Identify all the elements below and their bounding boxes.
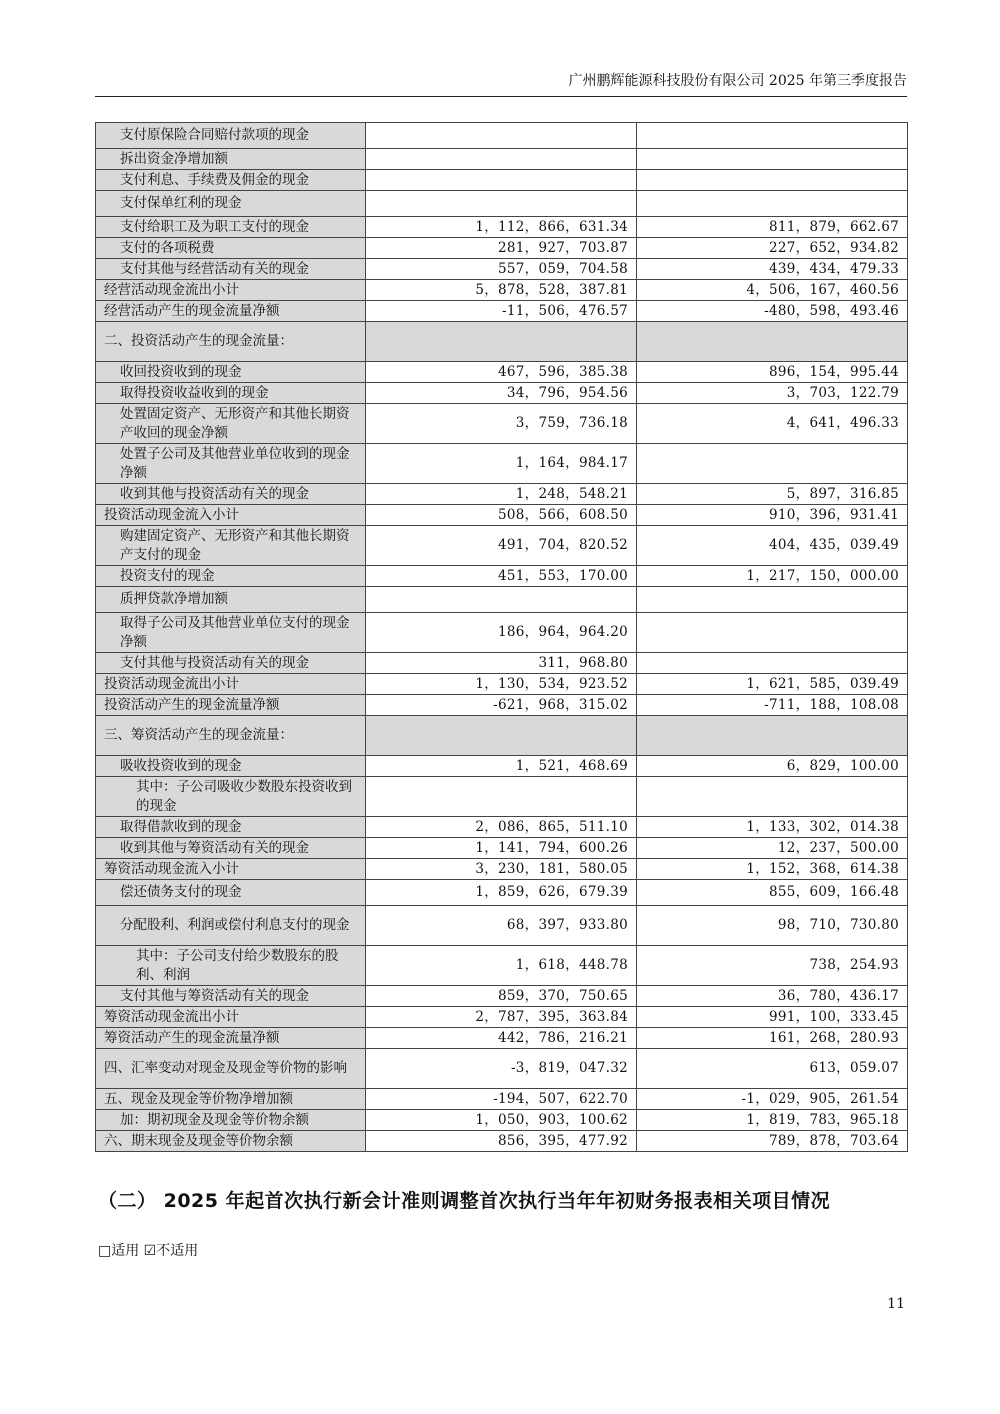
current-period-value: 2，787，395，363.84: [366, 1007, 637, 1028]
table-row: [96, 674, 908, 695]
prior-period-value: [637, 149, 908, 170]
table-row: [96, 566, 908, 587]
current-period-value: 1，141，794，600.26: [366, 838, 637, 859]
row-label: 支付的各项税费: [96, 238, 366, 259]
report-header: [95, 72, 907, 97]
table-row: [96, 756, 908, 777]
table-row: [96, 1131, 908, 1152]
current-period-value: [366, 123, 637, 149]
row-label: 收回投资收到的现金: [96, 362, 366, 383]
prior-period-value: [637, 444, 908, 484]
prior-period-value: [637, 587, 908, 613]
current-period-value: 491，704，820.52: [366, 526, 637, 566]
table-row: [96, 587, 908, 613]
prior-period-value: 1，819，783，965.18: [637, 1110, 908, 1131]
prior-period-value: 1，152，368，614.38: [637, 859, 908, 880]
row-label: 处置固定资产、无形资产和其他长期资产收回的现金净额: [96, 404, 366, 444]
current-period-value: [366, 716, 637, 756]
table-row: [96, 777, 908, 817]
row-label: 支付利息、手续费及佣金的现金: [96, 170, 366, 191]
row-label: 其中：子公司吸收少数股东投资收到的现金: [96, 777, 366, 817]
current-period-value: 1，618，448.78: [366, 946, 637, 986]
current-period-value: [366, 170, 637, 191]
prior-period-value: 1，217，150，000.00: [637, 566, 908, 587]
row-label: 筹资活动现金流出小计: [96, 1007, 366, 1028]
current-period-value: 3，759，736.18: [366, 404, 637, 444]
current-period-value: 442，786，216.21: [366, 1028, 637, 1049]
row-label: 分配股利、利润或偿付利息支付的现金: [96, 906, 366, 946]
table-row: [96, 946, 908, 986]
current-period-value: 3，230，181，580.05: [366, 859, 637, 880]
prior-period-value: 811，879，662.67: [637, 217, 908, 238]
row-label: 取得投资收益收到的现金: [96, 383, 366, 404]
table-row: [96, 301, 908, 322]
row-label: 支付其他与投资活动有关的现金: [96, 653, 366, 674]
prior-period-value: [637, 191, 908, 217]
prior-period-value: 613，059.07: [637, 1049, 908, 1089]
row-label: 支付其他与筹资活动有关的现金: [96, 986, 366, 1007]
prior-period-value: 4，641，496.33: [637, 404, 908, 444]
table-row: [96, 1028, 908, 1049]
row-label: 投资支付的现金: [96, 566, 366, 587]
table-row: [96, 613, 908, 653]
current-period-value: 2，086，865，511.10: [366, 817, 637, 838]
table-row: [96, 383, 908, 404]
current-period-value: 281，927，703.87: [366, 238, 637, 259]
prior-period-value: 738，254.93: [637, 946, 908, 986]
current-period-value: [366, 777, 637, 817]
prior-period-value: -480，598，493.46: [637, 301, 908, 322]
prior-period-value: -711，188，108.08: [637, 695, 908, 716]
row-label: 吸收投资收到的现金: [96, 756, 366, 777]
table-row: [96, 880, 908, 906]
prior-period-value: 991，100，333.45: [637, 1007, 908, 1028]
prior-period-value: 910，396，931.41: [637, 505, 908, 526]
table-row: [96, 362, 908, 383]
row-label: 筹资活动产生的现金流量净额: [96, 1028, 366, 1049]
table-row: [96, 484, 908, 505]
current-period-value: 5，878，528，387.81: [366, 280, 637, 301]
current-period-value: 68，397，933.80: [366, 906, 637, 946]
table-row: [96, 695, 908, 716]
table-row: [96, 259, 908, 280]
table-row: [96, 280, 908, 301]
prior-period-value: 5，897，316.85: [637, 484, 908, 505]
current-period-value: 508，566，608.50: [366, 505, 637, 526]
current-period-value: 1，050，903，100.62: [366, 1110, 637, 1131]
prior-period-value: 1，621，585，039.49: [637, 674, 908, 695]
prior-period-value: 227，652，934.82: [637, 238, 908, 259]
row-label: 投资活动现金流入小计: [96, 505, 366, 526]
current-period-value: [366, 587, 637, 613]
prior-period-value: 6，829，100.00: [637, 756, 908, 777]
current-period-value: 859，370，750.65: [366, 986, 637, 1007]
prior-period-value: 1，133，302，014.38: [637, 817, 908, 838]
cash-flow-table: [95, 122, 908, 1152]
current-period-value: 1，112，866，631.34: [366, 217, 637, 238]
table-row: [96, 1110, 908, 1131]
row-label: 筹资活动现金流入小计: [96, 859, 366, 880]
row-label: 支付原保险合同赔付款项的现金: [96, 123, 366, 149]
table-row: [96, 505, 908, 526]
current-period-value: 186，964，964.20: [366, 613, 637, 653]
current-period-value: -621，968，315.02: [366, 695, 637, 716]
row-label: 偿还债务支付的现金: [96, 880, 366, 906]
prior-period-value: 404，435，039.49: [637, 526, 908, 566]
row-label: 质押贷款净增加额: [96, 587, 366, 613]
row-label: 支付其他与经营活动有关的现金: [96, 259, 366, 280]
applicability-checkbox: □适用 ☑不适用: [98, 1243, 199, 1259]
row-label: 投资活动现金流出小计: [96, 674, 366, 695]
prior-period-value: 4，506，167，460.56: [637, 280, 908, 301]
table-row: [96, 322, 908, 362]
current-period-value: -3，819，047.32: [366, 1049, 637, 1089]
prior-period-value: [637, 123, 908, 149]
table-row: [96, 526, 908, 566]
table-row: [96, 653, 908, 674]
table-row: [96, 123, 908, 149]
row-label: 收到其他与投资活动有关的现金: [96, 484, 366, 505]
row-label: 经营活动产生的现金流量净额: [96, 301, 366, 322]
current-period-value: 557，059，704.58: [366, 259, 637, 280]
section-heading: （二） 2025 年起首次执行新会计准则调整首次执行当年年初财务报表相关项目情况: [98, 1190, 831, 1212]
row-label: 拆出资金净增加额: [96, 149, 366, 170]
current-period-value: [366, 149, 637, 170]
table-row: [96, 986, 908, 1007]
table-row: [96, 238, 908, 259]
table-row: [96, 217, 908, 238]
table-row: [96, 404, 908, 444]
prior-period-value: 12，237，500.00: [637, 838, 908, 859]
current-period-value: 34，796，954.56: [366, 383, 637, 404]
prior-period-value: 3，703，122.79: [637, 383, 908, 404]
row-label: 取得借款收到的现金: [96, 817, 366, 838]
table-row: [96, 1089, 908, 1110]
row-label: 四、汇率变动对现金及现金等价物的影响: [96, 1049, 366, 1089]
table-row: [96, 716, 908, 756]
current-period-value: [366, 322, 637, 362]
row-label: 收到其他与筹资活动有关的现金: [96, 838, 366, 859]
row-label: 支付给职工及为职工支付的现金: [96, 217, 366, 238]
table-row: [96, 1049, 908, 1089]
current-period-value: 1，130，534，923.52: [366, 674, 637, 695]
row-label: 加：期初现金及现金等价物余额: [96, 1110, 366, 1131]
table-row: [96, 444, 908, 484]
current-period-value: [366, 191, 637, 217]
current-period-value: 1，859，626，679.39: [366, 880, 637, 906]
row-label: 其中：子公司支付给少数股东的股利、利润: [96, 946, 366, 986]
current-period-value: 451，553，170.00: [366, 566, 637, 587]
prior-period-value: [637, 716, 908, 756]
table-row: [96, 838, 908, 859]
current-period-value: 311，968.80: [366, 653, 637, 674]
current-period-value: 1，164，984.17: [366, 444, 637, 484]
table-row: [96, 859, 908, 880]
prior-period-value: [637, 322, 908, 362]
row-label: 购建固定资产、无形资产和其他长期资产支付的现金: [96, 526, 366, 566]
current-period-value: 1，521，468.69: [366, 756, 637, 777]
prior-period-value: 36，780，436.17: [637, 986, 908, 1007]
report-title: 广州鹏辉能源科技股份有限公司 2025 年第三季度报告: [568, 73, 907, 89]
current-period-value: -194，507，622.70: [366, 1089, 637, 1110]
current-period-value: 1，248，548.21: [366, 484, 637, 505]
row-label: 三、筹资活动产生的现金流量：: [96, 716, 366, 756]
prior-period-value: 789，878，703.64: [637, 1131, 908, 1152]
prior-period-value: -1，029，905，261.54: [637, 1089, 908, 1110]
row-label: 投资活动产生的现金流量净额: [96, 695, 366, 716]
row-label: 取得子公司及其他营业单位支付的现金净额: [96, 613, 366, 653]
table-row: [96, 149, 908, 170]
row-label: 支付保单红利的现金: [96, 191, 366, 217]
row-label: 二、投资活动产生的现金流量：: [96, 322, 366, 362]
table-row: [96, 1007, 908, 1028]
prior-period-value: [637, 777, 908, 817]
prior-period-value: [637, 613, 908, 653]
table-row: [96, 191, 908, 217]
cash-flow-table-body: [96, 123, 908, 1152]
page-number: 11: [887, 1296, 905, 1312]
table-row: [96, 817, 908, 838]
prior-period-value: 98，710，730.80: [637, 906, 908, 946]
table-row: [96, 906, 908, 946]
table-row: [96, 170, 908, 191]
row-label: 五、现金及现金等价物净增加额: [96, 1089, 366, 1110]
prior-period-value: 896，154，995.44: [637, 362, 908, 383]
prior-period-value: [637, 653, 908, 674]
current-period-value: 856，395，477.92: [366, 1131, 637, 1152]
prior-period-value: 439，434，479.33: [637, 259, 908, 280]
current-period-value: 467，596，385.38: [366, 362, 637, 383]
row-label: 六、期末现金及现金等价物余额: [96, 1131, 366, 1152]
prior-period-value: 161，268，280.93: [637, 1028, 908, 1049]
prior-period-value: [637, 170, 908, 191]
prior-period-value: 855，609，166.48: [637, 880, 908, 906]
row-label: 处置子公司及其他营业单位收到的现金净额: [96, 444, 366, 484]
row-label: 经营活动现金流出小计: [96, 280, 366, 301]
current-period-value: -11，506，476.57: [366, 301, 637, 322]
